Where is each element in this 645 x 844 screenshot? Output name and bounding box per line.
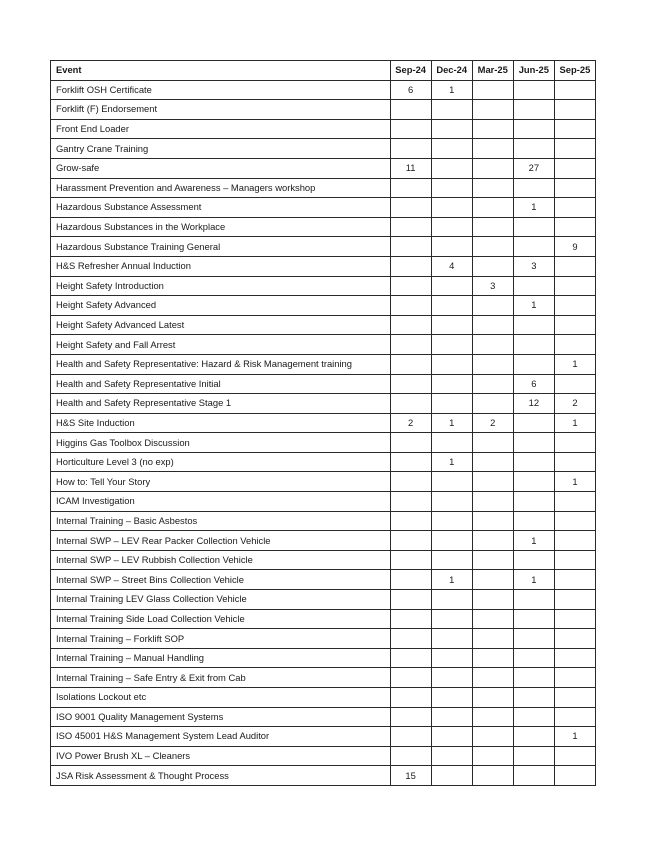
count-cell-jun-25 — [513, 335, 554, 355]
event-name-cell: Hazardous Substances in the Workplace — [51, 217, 391, 237]
count-cell-dec-24 — [431, 433, 472, 453]
count-cell-dec-24 — [431, 315, 472, 335]
event-name-cell: ISO 45001 H&S Management System Lead Auditor — [51, 727, 391, 747]
count-cell-sep-25 — [554, 100, 595, 120]
count-cell-mar-25 — [472, 531, 513, 551]
count-cell-jun-25 — [513, 609, 554, 629]
count-cell-jun-25 — [513, 178, 554, 198]
count-cell-mar-25 — [472, 237, 513, 257]
table-row — [51, 707, 596, 727]
event-name-cell: Health and Safety Representative Initial — [51, 374, 391, 394]
count-cell-dec-24 — [431, 335, 472, 355]
count-cell-mar-25: 2 — [472, 413, 513, 433]
count-cell-sep-24 — [390, 629, 431, 649]
count-cell-sep-25 — [554, 374, 595, 394]
count-cell-sep-24: 6 — [390, 80, 431, 100]
count-cell-sep-24 — [390, 119, 431, 139]
count-cell-dec-24: 1 — [431, 570, 472, 590]
table-row — [51, 570, 596, 590]
training-events-table — [50, 60, 596, 786]
count-cell-sep-25 — [554, 217, 595, 237]
event-name-cell: Grow-safe — [51, 158, 391, 178]
count-cell-sep-25 — [554, 198, 595, 218]
count-cell-jun-25: 3 — [513, 256, 554, 276]
count-cell-sep-25 — [554, 276, 595, 296]
table-row — [51, 727, 596, 747]
table-row — [51, 746, 596, 766]
count-cell-dec-24 — [431, 727, 472, 747]
count-cell-sep-24 — [390, 315, 431, 335]
count-cell-sep-24 — [390, 727, 431, 747]
count-cell-mar-25 — [472, 766, 513, 786]
count-cell-jun-25 — [513, 433, 554, 453]
count-cell-sep-24 — [390, 590, 431, 610]
count-cell-mar-25 — [472, 492, 513, 512]
count-cell-sep-24 — [390, 256, 431, 276]
header-row — [51, 61, 596, 81]
table-row — [51, 413, 596, 433]
count-cell-dec-24 — [431, 237, 472, 257]
table-row — [51, 256, 596, 276]
table-row — [51, 668, 596, 688]
count-cell-sep-24 — [390, 198, 431, 218]
event-name-cell: Height Safety Advanced — [51, 296, 391, 316]
count-cell-sep-24 — [390, 688, 431, 708]
table-row — [51, 374, 596, 394]
count-cell-sep-24 — [390, 492, 431, 512]
count-cell-sep-24 — [390, 276, 431, 296]
count-cell-mar-25 — [472, 727, 513, 747]
count-cell-sep-25 — [554, 531, 595, 551]
count-cell-dec-24 — [431, 100, 472, 120]
count-cell-sep-25 — [554, 119, 595, 139]
table-row — [51, 394, 596, 414]
count-cell-dec-24: 4 — [431, 256, 472, 276]
count-cell-dec-24 — [431, 590, 472, 610]
count-cell-sep-24 — [390, 531, 431, 551]
count-cell-dec-24 — [431, 629, 472, 649]
count-cell-mar-25 — [472, 472, 513, 492]
count-cell-jun-25 — [513, 315, 554, 335]
count-cell-mar-25 — [472, 433, 513, 453]
table-row — [51, 198, 596, 218]
count-cell-mar-25 — [472, 315, 513, 335]
count-cell-jun-25 — [513, 413, 554, 433]
event-name-cell: Internal SWP – LEV Rubbish Collection Vehicle — [51, 550, 391, 570]
count-cell-sep-25 — [554, 178, 595, 198]
event-name-cell: H&S Site Induction — [51, 413, 391, 433]
table-row — [51, 550, 596, 570]
event-name-cell: IVO Power Brush XL – Cleaners — [51, 746, 391, 766]
table-row — [51, 472, 596, 492]
event-name-cell: Internal Training LEV Glass Collection Vehicle — [51, 590, 391, 610]
count-cell-jun-25 — [513, 727, 554, 747]
event-name-cell: Internal Training Side Load Collection Vehicle — [51, 609, 391, 629]
count-cell-jun-25 — [513, 472, 554, 492]
table-row — [51, 296, 596, 316]
count-cell-sep-24 — [390, 217, 431, 237]
table-row — [51, 609, 596, 629]
table-row — [51, 688, 596, 708]
count-cell-sep-24 — [390, 374, 431, 394]
count-cell-jun-25 — [513, 100, 554, 120]
count-cell-mar-25 — [472, 374, 513, 394]
count-cell-dec-24 — [431, 550, 472, 570]
count-cell-dec-24 — [431, 472, 472, 492]
count-cell-sep-24 — [390, 472, 431, 492]
event-name-cell: Health and Safety Representative: Hazard & Risk Management training — [51, 354, 391, 374]
count-cell-jun-25: 1 — [513, 531, 554, 551]
count-cell-sep-24 — [390, 354, 431, 374]
count-cell-mar-25 — [472, 198, 513, 218]
count-cell-sep-24 — [390, 100, 431, 120]
count-cell-jun-25: 1 — [513, 570, 554, 590]
count-cell-jun-25 — [513, 452, 554, 472]
event-name-cell: Hazardous Substance Assessment — [51, 198, 391, 218]
event-name-cell: Internal Training – Forklift SOP — [51, 629, 391, 649]
table-row — [51, 178, 596, 198]
table-body — [51, 80, 596, 785]
count-cell-jun-25 — [513, 511, 554, 531]
count-cell-sep-25: 1 — [554, 354, 595, 374]
count-cell-sep-25 — [554, 256, 595, 276]
table-row — [51, 335, 596, 355]
event-name-cell: Height Safety Introduction — [51, 276, 391, 296]
count-cell-dec-24: 1 — [431, 452, 472, 472]
count-cell-dec-24 — [431, 394, 472, 414]
count-cell-sep-25 — [554, 570, 595, 590]
count-cell-dec-24 — [431, 766, 472, 786]
count-cell-jun-25 — [513, 746, 554, 766]
count-cell-mar-25 — [472, 158, 513, 178]
event-name-cell: Internal SWP – LEV Rear Packer Collection Vehicle — [51, 531, 391, 551]
table-row — [51, 100, 596, 120]
table-row — [51, 590, 596, 610]
table-row — [51, 158, 596, 178]
count-cell-sep-24 — [390, 296, 431, 316]
count-cell-jun-25 — [513, 492, 554, 512]
count-cell-sep-25 — [554, 335, 595, 355]
count-cell-jun-25: 6 — [513, 374, 554, 394]
count-cell-dec-24 — [431, 492, 472, 512]
count-cell-sep-25 — [554, 629, 595, 649]
count-cell-sep-25: 1 — [554, 472, 595, 492]
header-sep-25: Sep-25 — [554, 61, 595, 81]
count-cell-sep-24 — [390, 237, 431, 257]
count-cell-dec-24 — [431, 531, 472, 551]
event-name-cell: How to: Tell Your Story — [51, 472, 391, 492]
count-cell-mar-25 — [472, 335, 513, 355]
count-cell-sep-24 — [390, 335, 431, 355]
count-cell-dec-24 — [431, 178, 472, 198]
count-cell-sep-25 — [554, 688, 595, 708]
count-cell-mar-25 — [472, 139, 513, 159]
count-cell-mar-25 — [472, 590, 513, 610]
header-jun-25: Jun-25 — [513, 61, 554, 81]
count-cell-jun-25 — [513, 354, 554, 374]
event-name-cell: H&S Refresher Annual Induction — [51, 256, 391, 276]
count-cell-sep-24 — [390, 433, 431, 453]
count-cell-sep-25 — [554, 609, 595, 629]
event-name-cell: Hazardous Substance Training General — [51, 237, 391, 257]
count-cell-mar-25 — [472, 746, 513, 766]
table-row — [51, 452, 596, 472]
count-cell-mar-25 — [472, 511, 513, 531]
count-cell-sep-25: 1 — [554, 413, 595, 433]
event-name-cell: Health and Safety Representative Stage 1 — [51, 394, 391, 414]
count-cell-jun-25 — [513, 688, 554, 708]
count-cell-sep-25 — [554, 511, 595, 531]
event-name-cell: Internal Training – Safe Entry & Exit from Cab — [51, 668, 391, 688]
count-cell-dec-24: 1 — [431, 413, 472, 433]
table-row — [51, 80, 596, 100]
count-cell-jun-25 — [513, 217, 554, 237]
count-cell-jun-25 — [513, 119, 554, 139]
count-cell-dec-24 — [431, 276, 472, 296]
count-cell-sep-25 — [554, 492, 595, 512]
header-sep-24: Sep-24 — [390, 61, 431, 81]
count-cell-dec-24 — [431, 746, 472, 766]
count-cell-jun-25 — [513, 707, 554, 727]
count-cell-sep-24 — [390, 178, 431, 198]
count-cell-sep-24 — [390, 394, 431, 414]
count-cell-jun-25 — [513, 668, 554, 688]
count-cell-sep-25 — [554, 452, 595, 472]
count-cell-sep-25 — [554, 158, 595, 178]
table-row — [51, 119, 596, 139]
count-cell-sep-24 — [390, 668, 431, 688]
count-cell-jun-25 — [513, 648, 554, 668]
table-row — [51, 354, 596, 374]
count-cell-jun-25: 1 — [513, 296, 554, 316]
count-cell-sep-25 — [554, 315, 595, 335]
table-row — [51, 237, 596, 257]
count-cell-sep-25: 1 — [554, 727, 595, 747]
count-cell-sep-24 — [390, 511, 431, 531]
count-cell-mar-25 — [472, 707, 513, 727]
count-cell-jun-25 — [513, 237, 554, 257]
count-cell-sep-25: 9 — [554, 237, 595, 257]
count-cell-sep-25 — [554, 746, 595, 766]
count-cell-jun-25 — [513, 766, 554, 786]
event-name-cell: Horticulture Level 3 (no exp) — [51, 452, 391, 472]
count-cell-sep-24 — [390, 139, 431, 159]
header-mar-25: Mar-25 — [472, 61, 513, 81]
count-cell-sep-24 — [390, 550, 431, 570]
count-cell-dec-24 — [431, 707, 472, 727]
table-row — [51, 492, 596, 512]
count-cell-mar-25 — [472, 119, 513, 139]
count-cell-jun-25 — [513, 276, 554, 296]
event-name-cell: Internal Training – Manual Handling — [51, 648, 391, 668]
count-cell-jun-25: 27 — [513, 158, 554, 178]
count-cell-dec-24: 1 — [431, 80, 472, 100]
count-cell-mar-25 — [472, 550, 513, 570]
count-cell-jun-25: 1 — [513, 198, 554, 218]
event-name-cell: Gantry Crane Training — [51, 139, 391, 159]
count-cell-sep-25 — [554, 296, 595, 316]
count-cell-jun-25: 12 — [513, 394, 554, 414]
count-cell-sep-25 — [554, 648, 595, 668]
count-cell-sep-25: 2 — [554, 394, 595, 414]
header-dec-24: Dec-24 — [431, 61, 472, 81]
count-cell-dec-24 — [431, 139, 472, 159]
event-name-cell: Internal Training – Basic Asbestos — [51, 511, 391, 531]
count-cell-mar-25 — [472, 609, 513, 629]
count-cell-mar-25 — [472, 452, 513, 472]
event-name-cell: ISO 9001 Quality Management Systems — [51, 707, 391, 727]
count-cell-mar-25 — [472, 80, 513, 100]
count-cell-mar-25 — [472, 100, 513, 120]
table-row — [51, 217, 596, 237]
count-cell-mar-25 — [472, 629, 513, 649]
count-cell-mar-25 — [472, 217, 513, 237]
event-name-cell: Isolations Lockout etc — [51, 688, 391, 708]
count-cell-sep-25 — [554, 590, 595, 610]
count-cell-sep-24 — [390, 707, 431, 727]
count-cell-mar-25 — [472, 394, 513, 414]
count-cell-sep-24 — [390, 746, 431, 766]
count-cell-dec-24 — [431, 198, 472, 218]
count-cell-dec-24 — [431, 648, 472, 668]
count-cell-mar-25: 3 — [472, 276, 513, 296]
count-cell-dec-24 — [431, 511, 472, 531]
count-cell-sep-24 — [390, 648, 431, 668]
count-cell-sep-25 — [554, 766, 595, 786]
count-cell-sep-25 — [554, 80, 595, 100]
count-cell-sep-25 — [554, 139, 595, 159]
event-name-cell: Forklift (F) Endorsement — [51, 100, 391, 120]
count-cell-dec-24 — [431, 609, 472, 629]
count-cell-mar-25 — [472, 354, 513, 374]
event-name-cell: Height Safety and Fall Arrest — [51, 335, 391, 355]
count-cell-mar-25 — [472, 648, 513, 668]
table-row — [51, 315, 596, 335]
count-cell-mar-25 — [472, 668, 513, 688]
count-cell-dec-24 — [431, 688, 472, 708]
count-cell-jun-25 — [513, 139, 554, 159]
table-row — [51, 511, 596, 531]
table-row — [51, 629, 596, 649]
count-cell-dec-24 — [431, 119, 472, 139]
event-name-cell: Higgins Gas Toolbox Discussion — [51, 433, 391, 453]
count-cell-sep-25 — [554, 433, 595, 453]
table-row — [51, 648, 596, 668]
count-cell-sep-24 — [390, 452, 431, 472]
table-row — [51, 766, 596, 786]
event-name-cell: Internal SWP – Street Bins Collection Vehicle — [51, 570, 391, 590]
count-cell-dec-24 — [431, 354, 472, 374]
count-cell-sep-24: 15 — [390, 766, 431, 786]
count-cell-sep-24: 11 — [390, 158, 431, 178]
count-cell-jun-25 — [513, 80, 554, 100]
table-row — [51, 276, 596, 296]
count-cell-sep-25 — [554, 668, 595, 688]
count-cell-sep-25 — [554, 707, 595, 727]
count-cell-dec-24 — [431, 296, 472, 316]
event-name-cell: Height Safety Advanced Latest — [51, 315, 391, 335]
count-cell-dec-24 — [431, 374, 472, 394]
table-row — [51, 139, 596, 159]
count-cell-dec-24 — [431, 668, 472, 688]
event-name-cell: Forklift OSH Certificate — [51, 80, 391, 100]
event-name-cell: Front End Loader — [51, 119, 391, 139]
count-cell-jun-25 — [513, 550, 554, 570]
count-cell-jun-25 — [513, 590, 554, 610]
count-cell-dec-24 — [431, 158, 472, 178]
count-cell-mar-25 — [472, 178, 513, 198]
count-cell-sep-24 — [390, 570, 431, 590]
count-cell-mar-25 — [472, 296, 513, 316]
event-name-cell: Harassment Prevention and Awareness – Managers workshop — [51, 178, 391, 198]
count-cell-sep-25 — [554, 550, 595, 570]
table-row — [51, 433, 596, 453]
event-name-cell: ICAM Investigation — [51, 492, 391, 512]
count-cell-sep-24 — [390, 609, 431, 629]
event-name-cell: JSA Risk Assessment & Thought Process — [51, 766, 391, 786]
count-cell-mar-25 — [472, 688, 513, 708]
count-cell-mar-25 — [472, 570, 513, 590]
count-cell-sep-24: 2 — [390, 413, 431, 433]
count-cell-dec-24 — [431, 217, 472, 237]
table-row — [51, 531, 596, 551]
count-cell-jun-25 — [513, 629, 554, 649]
header-event: Event — [51, 61, 391, 81]
count-cell-mar-25 — [472, 256, 513, 276]
